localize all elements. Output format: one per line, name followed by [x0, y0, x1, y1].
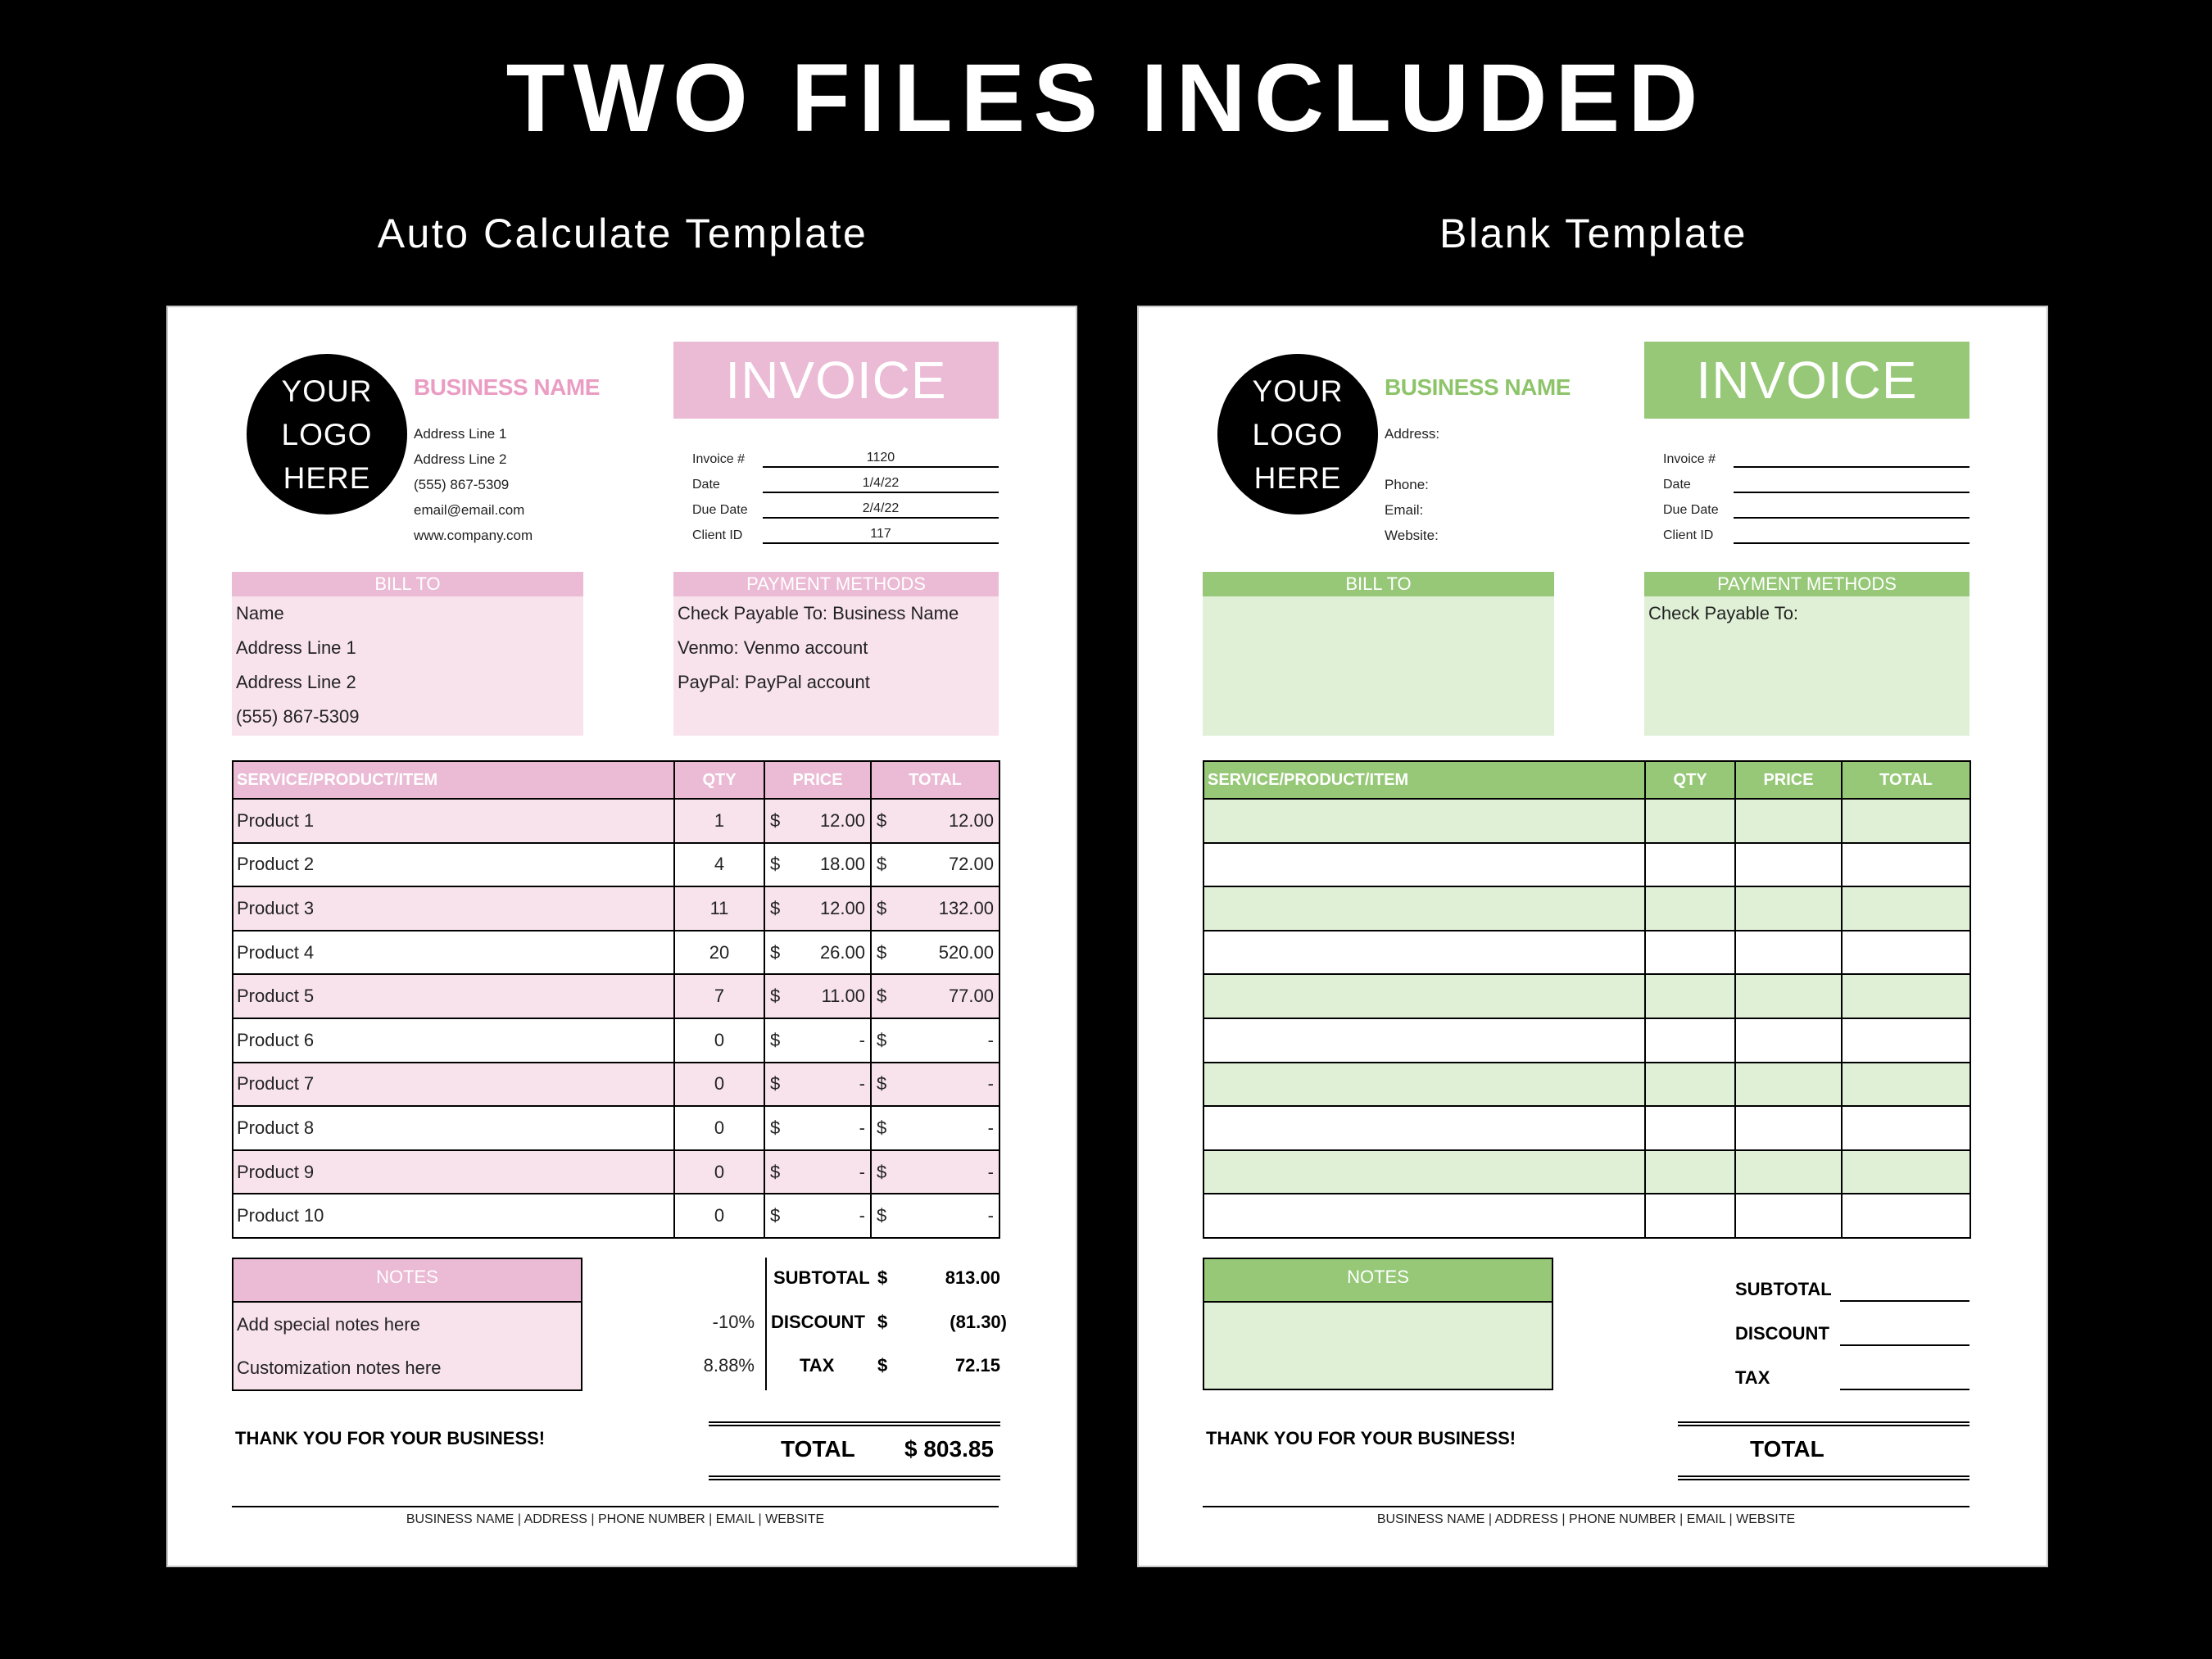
date-label: Date	[1663, 478, 1691, 492]
notes-line: Customization notes here	[237, 1358, 442, 1378]
total-cell	[871, 886, 999, 931]
invoice-number-label: Invoice #	[1663, 452, 1716, 466]
currency-symbol: $	[877, 1312, 888, 1332]
footer-rule	[1203, 1506, 1969, 1507]
address-line: Address Line 2	[414, 451, 507, 467]
tax-rate: 8.88%	[703, 1355, 755, 1376]
business-name: BUSINESS NAME	[1385, 374, 1571, 400]
table-row	[233, 1018, 999, 1063]
currency-symbol: $	[770, 1029, 781, 1050]
item-cell[interactable]	[1203, 799, 1645, 843]
subtotal-label: SUBTOTAL	[773, 1267, 870, 1288]
price-cell[interactable]	[1735, 1063, 1842, 1107]
qty-cell[interactable]	[1645, 1018, 1735, 1063]
price-value: 12.00	[819, 897, 865, 918]
currency-symbol: $	[877, 1029, 887, 1050]
total-value: $ 803.85	[904, 1436, 994, 1462]
qty-cell: 7	[674, 974, 764, 1018]
qty-cell[interactable]	[1645, 974, 1735, 1018]
price-cell	[764, 799, 871, 843]
table-row	[1203, 931, 1970, 975]
currency-symbol: $	[770, 1073, 781, 1095]
logo-line: HERE	[1253, 460, 1342, 495]
qty-cell: 11	[674, 886, 764, 931]
total-cell[interactable]	[1842, 1106, 1970, 1150]
currency-symbol: $	[770, 1205, 781, 1226]
item-cell: Product 9	[233, 1150, 674, 1194]
website-line: www.company.com	[414, 528, 533, 543]
price-cell[interactable]	[1735, 886, 1842, 931]
currency-symbol: $	[877, 897, 887, 918]
table-row	[1203, 1150, 1970, 1194]
item-cell: Product 10	[233, 1194, 674, 1238]
item-cell[interactable]	[1203, 974, 1645, 1018]
price-value: 18.00	[819, 854, 865, 875]
currency-symbol: $	[877, 986, 887, 1007]
price-value: -	[859, 1029, 865, 1050]
table-row	[1203, 1018, 1970, 1063]
price-value: 26.00	[819, 941, 865, 963]
address-label: Address:	[1385, 426, 1440, 442]
col-header-total: TOTAL	[1842, 761, 1970, 799]
grand-total-box	[1678, 1421, 1969, 1480]
email-label: Email:	[1385, 502, 1424, 518]
total-cell[interactable]	[1842, 886, 1970, 931]
total-cell	[871, 1018, 999, 1063]
payment-line: PayPal: PayPal account	[678, 672, 870, 692]
client-id-label: Client ID	[1663, 528, 1714, 542]
total-cell	[871, 1106, 999, 1150]
due-date-label: Due Date	[1663, 503, 1719, 517]
col-header-total: TOTAL	[871, 761, 999, 799]
tax-value: 72.15	[954, 1355, 1000, 1376]
table-row	[233, 843, 999, 887]
price-value: -	[859, 1073, 865, 1095]
currency-symbol: $	[877, 1355, 888, 1376]
payment-methods-header: PAYMENT METHODS	[1644, 572, 1969, 596]
bill-to-header: BILL TO	[1203, 572, 1554, 596]
price-cell[interactable]	[1735, 1150, 1842, 1194]
qty-cell[interactable]	[1645, 931, 1735, 975]
table-row	[233, 799, 999, 843]
qty-cell[interactable]	[1645, 1194, 1735, 1238]
price-cell	[764, 931, 871, 975]
price-cell[interactable]	[1735, 799, 1842, 843]
business-name: BUSINESS NAME	[414, 374, 600, 400]
price-cell	[764, 1194, 871, 1238]
price-value: -	[859, 1117, 865, 1138]
price-cell	[764, 1018, 871, 1063]
price-value: -	[859, 1161, 865, 1182]
summary-divider	[765, 1258, 767, 1390]
currency-symbol: $	[770, 941, 781, 963]
total-cell	[871, 843, 999, 887]
invoice-number-field[interactable]	[1734, 450, 1969, 468]
bill-to-line: Address Line 2	[236, 672, 356, 692]
qty-cell[interactable]	[1645, 886, 1735, 931]
grand-total-box	[709, 1421, 1000, 1480]
currency-symbol: $	[877, 1117, 887, 1138]
qty-cell: 0	[674, 1194, 764, 1238]
table-row	[233, 974, 999, 1018]
discount-field[interactable]	[1840, 1344, 1969, 1346]
item-cell[interactable]	[1203, 1063, 1645, 1107]
total-value: 12.00	[948, 809, 994, 831]
table-row	[233, 1063, 999, 1107]
col-header-price: PRICE	[764, 761, 871, 799]
item-cell[interactable]	[1203, 931, 1645, 975]
due-date-value: 2/4/22	[763, 501, 999, 519]
total-cell	[871, 1150, 999, 1194]
total-cell[interactable]	[1842, 974, 1970, 1018]
currency-symbol: $	[770, 854, 781, 875]
qty-cell: 20	[674, 931, 764, 975]
currency-symbol: $	[877, 941, 887, 963]
table-row	[1203, 1106, 1970, 1150]
total-cell	[871, 1063, 999, 1107]
phone-label: Phone:	[1385, 477, 1429, 492]
phone-line: (555) 867-5309	[414, 477, 510, 492]
logo-line: LOGO	[1252, 417, 1344, 451]
qty-cell[interactable]	[1645, 843, 1735, 887]
currency-symbol: $	[770, 809, 781, 831]
footer-contact: BUSINESS NAME | ADDRESS | PHONE NUMBER | EMAIL | WEBSITE	[1376, 1512, 1796, 1526]
item-cell: Product 8	[233, 1106, 674, 1150]
due-date-field[interactable]	[1734, 501, 1969, 519]
currency-symbol: $	[770, 986, 781, 1007]
item-cell[interactable]	[1203, 843, 1645, 887]
due-date-label: Due Date	[692, 503, 748, 517]
tax-label: TAX	[1735, 1367, 1770, 1388]
price-cell	[764, 974, 871, 1018]
qty-cell: 4	[674, 843, 764, 887]
tax-field[interactable]	[1840, 1389, 1969, 1390]
qty-cell[interactable]	[1645, 1063, 1735, 1107]
logo-placeholder	[247, 354, 407, 514]
table-row	[1203, 1063, 1970, 1107]
date-field[interactable]	[1734, 475, 1969, 493]
address-line: Address Line 1	[414, 426, 507, 442]
price-cell	[764, 1150, 871, 1194]
item-cell[interactable]	[1203, 1150, 1645, 1194]
logo-line: YOUR	[1252, 374, 1344, 408]
price-value: 12.00	[819, 809, 865, 831]
invoice-title: INVOICE	[1644, 342, 1969, 419]
thank-you-message: THANK YOU FOR YOUR BUSINESS!	[235, 1428, 546, 1448]
notes-box[interactable]	[1203, 1258, 1553, 1390]
qty-cell[interactable]	[1645, 1150, 1735, 1194]
col-header-item: SERVICE/PRODUCT/ITEM	[233, 761, 674, 799]
price-value: -	[859, 1205, 865, 1226]
subtotal-label: SUBTOTAL	[1735, 1279, 1832, 1299]
currency-symbol: $	[770, 897, 781, 918]
headline: TWO FILES INCLUDED	[505, 44, 1707, 152]
qty-cell: 0	[674, 1063, 764, 1107]
items-table	[1203, 760, 1971, 1239]
total-value: -	[987, 1205, 994, 1226]
price-cell	[764, 1106, 871, 1150]
table-row	[233, 1106, 999, 1150]
notes-header: NOTES	[1204, 1259, 1552, 1303]
tax-label: TAX	[800, 1355, 835, 1376]
total-cell[interactable]	[1842, 931, 1970, 975]
item-cell: Product 6	[233, 1018, 674, 1063]
website-label: Website:	[1385, 528, 1439, 543]
subtotal-value: 813.00	[945, 1267, 1000, 1288]
price-cell	[764, 843, 871, 887]
blank-invoice-page	[1137, 306, 2048, 1567]
item-cell: Product 1	[233, 799, 674, 843]
subtotal-field[interactable]	[1840, 1300, 1969, 1302]
total-cell[interactable]	[1842, 1150, 1970, 1194]
subtitle-auto: Auto Calculate Template	[377, 211, 868, 256]
payment-line: Check Payable To:	[1648, 603, 1799, 623]
price-cell	[764, 886, 871, 931]
price-cell[interactable]	[1735, 1106, 1842, 1150]
total-value: 132.00	[938, 897, 994, 918]
payment-methods-header: PAYMENT METHODS	[673, 572, 999, 596]
total-label: TOTAL	[1750, 1436, 1824, 1462]
item-cell[interactable]	[1203, 1018, 1645, 1063]
currency-symbol: $	[877, 1161, 887, 1182]
item-cell: Product 7	[233, 1063, 674, 1107]
price-cell[interactable]	[1735, 974, 1842, 1018]
logo-line: HERE	[283, 460, 371, 495]
table-row	[1203, 886, 1970, 931]
total-value: -	[987, 1029, 994, 1050]
currency-symbol: $	[877, 1205, 887, 1226]
email-line: email@email.com	[414, 502, 525, 518]
invoice-title: INVOICE	[673, 342, 999, 419]
invoice-number-label: Invoice #	[692, 452, 746, 466]
qty-cell: 1	[674, 799, 764, 843]
payment-methods-body	[1644, 596, 1969, 736]
currency-symbol: $	[877, 854, 887, 875]
total-value: 520.00	[938, 941, 994, 963]
total-value: -	[987, 1073, 994, 1095]
total-cell	[871, 799, 999, 843]
currency-symbol: $	[770, 1117, 781, 1138]
logo-line: YOUR	[281, 374, 373, 408]
currency-symbol: $	[877, 809, 887, 831]
item-cell: Product 2	[233, 843, 674, 887]
total-cell	[871, 974, 999, 1018]
total-cell[interactable]	[1842, 1194, 1970, 1238]
bill-to-line: (555) 867-5309	[236, 706, 360, 727]
total-cell	[871, 1194, 999, 1238]
footer-contact: BUSINESS NAME | ADDRESS | PHONE NUMBER | EMAIL | WEBSITE	[406, 1512, 825, 1526]
client-id-value: 117	[763, 526, 999, 544]
notes-header: NOTES	[233, 1259, 581, 1303]
total-cell	[871, 931, 999, 975]
currency-symbol: $	[877, 1267, 888, 1288]
item-cell[interactable]	[1203, 886, 1645, 931]
col-header-qty: QTY	[674, 761, 764, 799]
table-row	[233, 1194, 999, 1238]
total-cell[interactable]	[1842, 1063, 1970, 1107]
col-header-item: SERVICE/PRODUCT/ITEM	[1203, 761, 1645, 799]
client-id-label: Client ID	[692, 528, 743, 542]
price-cell[interactable]	[1735, 931, 1842, 975]
discount-label: DISCOUNT	[1735, 1323, 1829, 1344]
discount-rate: -10%	[712, 1312, 755, 1332]
discount-label: DISCOUNT	[771, 1312, 865, 1332]
item-cell: Product 4	[233, 931, 674, 975]
total-cell[interactable]	[1842, 799, 1970, 843]
notes-line: Add special notes here	[237, 1314, 420, 1335]
price-cell[interactable]	[1735, 843, 1842, 887]
discount-value: (81.30)	[950, 1312, 1007, 1332]
currency-symbol: $	[877, 1073, 887, 1095]
total-label: TOTAL	[781, 1436, 855, 1462]
total-value: -	[987, 1161, 994, 1182]
item-cell[interactable]	[1203, 1194, 1645, 1238]
total-value: 72.00	[948, 854, 994, 875]
bill-to-line: Address Line 1	[236, 637, 356, 658]
table-row	[1203, 1194, 1970, 1238]
qty-cell: 0	[674, 1150, 764, 1194]
invoice-number-value: 1120	[763, 450, 999, 468]
bill-to-header: BILL TO	[232, 572, 583, 596]
client-id-field[interactable]	[1734, 526, 1969, 544]
total-value: 77.00	[948, 986, 994, 1007]
total-cell[interactable]	[1842, 843, 1970, 887]
price-value: 11.00	[821, 986, 865, 1007]
table-row	[233, 1150, 999, 1194]
currency-symbol: $	[770, 1161, 781, 1182]
payment-line: Check Payable To: Business Name	[678, 603, 959, 623]
logo-line: LOGO	[281, 417, 373, 451]
table-row	[1203, 843, 1970, 887]
table-row	[233, 931, 999, 975]
table-row	[1203, 799, 1970, 843]
item-cell[interactable]	[1203, 1106, 1645, 1150]
price-cell	[764, 1063, 871, 1107]
qty-cell[interactable]	[1645, 1106, 1735, 1150]
qty-cell: 0	[674, 1106, 764, 1150]
subtitle-blank: Blank Template	[1439, 211, 1747, 256]
auto-invoice-page	[166, 306, 1077, 1567]
bill-to-line: Name	[236, 603, 284, 623]
items-table	[232, 760, 1000, 1239]
item-cell: Product 5	[233, 974, 674, 1018]
notes-box	[232, 1258, 582, 1391]
table-row	[233, 886, 999, 931]
price-cell[interactable]	[1735, 1194, 1842, 1238]
date-value: 1/4/22	[763, 475, 999, 493]
item-cell: Product 3	[233, 886, 674, 931]
total-cell[interactable]	[1842, 1018, 1970, 1063]
bill-to-body[interactable]	[1203, 596, 1554, 736]
logo-placeholder	[1217, 354, 1378, 514]
footer-rule	[232, 1506, 999, 1507]
payment-line: Venmo: Venmo account	[678, 637, 868, 658]
qty-cell: 0	[674, 1018, 764, 1063]
table-row	[1203, 974, 1970, 1018]
thank-you-message: THANK YOU FOR YOUR BUSINESS!	[1206, 1428, 1516, 1448]
bill-to-body	[232, 596, 583, 736]
date-label: Date	[692, 478, 720, 492]
payment-methods-body	[673, 596, 999, 736]
price-cell[interactable]	[1735, 1018, 1842, 1063]
col-header-price: PRICE	[1735, 761, 1842, 799]
qty-cell[interactable]	[1645, 799, 1735, 843]
col-header-qty: QTY	[1645, 761, 1735, 799]
total-value: -	[987, 1117, 994, 1138]
